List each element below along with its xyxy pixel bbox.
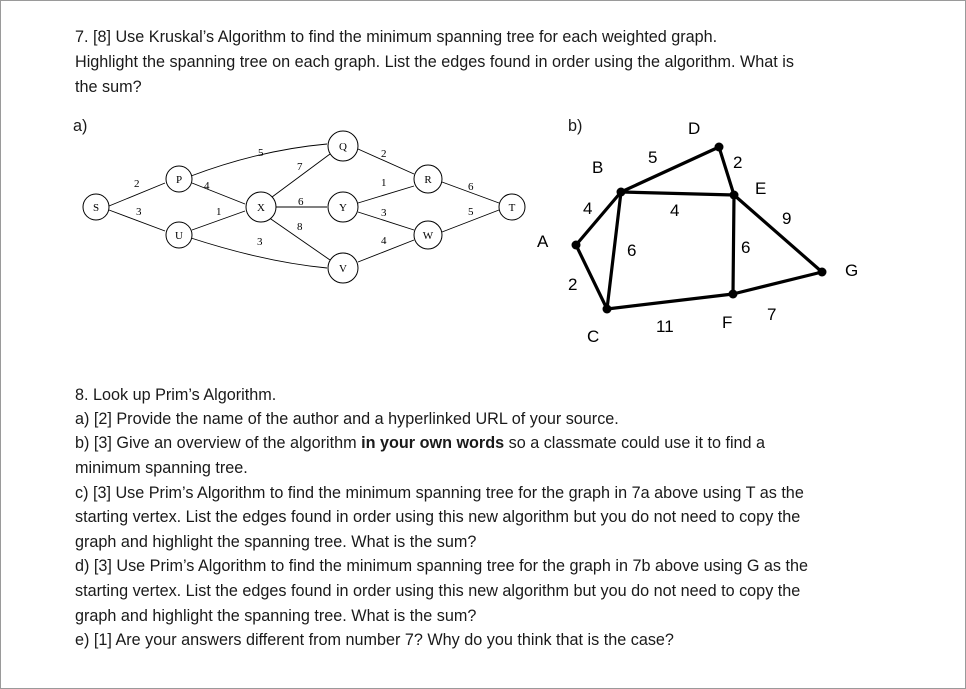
graph-b-edges <box>576 147 822 309</box>
weight-D-E: 2 <box>733 153 743 172</box>
vertex-E <box>730 191 739 200</box>
q8-part-c-line-3: graph and highlight the spanning tree. What is the sum? <box>75 533 477 551</box>
vertex-G <box>818 268 827 277</box>
weight-V-W: 4 <box>381 235 387 247</box>
edge-F-G <box>733 272 822 294</box>
vertex-A <box>572 241 581 250</box>
q8-part-e: e) [1] Are your answers different from number 7? Why do you think that is the case? <box>75 631 674 649</box>
weight-P-X: 4 <box>204 180 210 192</box>
vertex-B <box>617 188 626 197</box>
vertex-label-G: G <box>845 261 859 280</box>
vertex-D <box>715 143 724 152</box>
weight-Y-W: 3 <box>381 207 387 219</box>
weight-C-F: 11 <box>656 317 674 336</box>
weight-X-Q: 7 <box>297 161 303 173</box>
q7-label-b: b) <box>568 117 583 135</box>
weight-S-P: 2 <box>134 178 140 190</box>
vertex-label-C: C <box>587 327 600 346</box>
edge-B-C <box>607 192 621 309</box>
edge-C-F <box>607 294 733 309</box>
q8-part-a: a) [2] Provide the name of the author and a hyperlinked URL of your source. <box>75 410 619 428</box>
q7-label-a: a) <box>73 117 88 135</box>
weight-S-U: 3 <box>136 206 142 218</box>
weight-U-V: 8 <box>297 221 303 233</box>
q8-part-c-line-2: starting vertex. List the edges found in order using this new algorithm but you do not need to copy the <box>75 508 801 526</box>
node-U-label: U <box>175 230 183 242</box>
weight-R-T: 6 <box>468 181 474 193</box>
edge-A-C <box>576 245 607 309</box>
edge-E-G <box>734 195 822 272</box>
vertex-label-A: A <box>537 232 549 251</box>
q7-line-2: Highlight the spanning tree on each graph. List the edges found in order using the algorithm. What is <box>75 53 794 71</box>
edge-D-E <box>719 147 734 195</box>
vertex-label-E: E <box>755 179 767 198</box>
q8-part-d-line-3: graph and highlight the spanning tree. What is the sum? <box>75 607 477 625</box>
q8-part-b-line-1 <box>75 433 765 453</box>
q8-part-b-line-2: minimum spanning tree. <box>75 459 248 477</box>
weight-B-D: 5 <box>648 148 658 167</box>
weight-B-C: 6 <box>627 241 637 260</box>
vertex-label-D: D <box>688 119 701 138</box>
vertex-C <box>603 305 612 314</box>
weight-F-G: 7 <box>767 305 777 324</box>
weight-A-C: 2 <box>568 275 578 294</box>
weight-E-G: 9 <box>782 209 792 228</box>
weight-B-E: 4 <box>670 201 680 220</box>
q8-part-b-post: so a classmate could use it to find a <box>504 434 766 452</box>
weight-Q-R: 2 <box>381 148 387 160</box>
q8-title: 8. Look up Prim’s Algorithm. <box>75 386 277 404</box>
edge-E-F <box>733 195 734 294</box>
q8-part-b-bold: in your own words <box>361 434 505 452</box>
node-Y-label: Y <box>339 202 347 214</box>
weight-X-Y: 6 <box>298 196 304 208</box>
node-Q-label: Q <box>339 141 347 153</box>
node-X-label: X <box>257 202 265 214</box>
weight-U-X: 1 <box>216 206 222 218</box>
node-W-label: W <box>422 230 434 242</box>
q7-line-3: the sum? <box>75 78 142 96</box>
node-P-label: P <box>175 174 183 186</box>
weight-X-V: 3 <box>257 236 263 248</box>
node-R-label: R <box>424 174 432 186</box>
q8-part-d-line-2: starting vertex. List the edges found in order using this new algorithm but you do not need to copy the <box>75 582 801 600</box>
vertex-F <box>729 290 738 299</box>
node-T-label: T <box>508 202 516 214</box>
q8-part-b-pre: b) [3] Give an overview of the algorithm <box>75 434 362 452</box>
weight-Y-R: 1 <box>381 177 387 189</box>
edge-B-D <box>621 147 719 192</box>
q8-part-d-line-1: d) [3] Use Prim’s Algorithm to find the minimum spanning tree for the graph in 7b above using G as the <box>75 557 809 575</box>
weight-A-B: 4 <box>583 199 593 218</box>
edge-B-E <box>621 192 734 195</box>
q8-part-c-line-1: c) [3] Use Prim’s Algorithm to find the minimum spanning tree for the graph in 7a above using T as the <box>75 484 804 502</box>
weight-W-T: 5 <box>468 206 474 218</box>
vertex-label-B: B <box>592 158 604 177</box>
weight-P-Q: 5 <box>258 147 264 159</box>
q7-line-1: 7. [8] Use Kruskal’s Algorithm to find the minimum spanning tree for each weighted graph. <box>75 28 718 46</box>
node-S-label: S <box>92 202 100 214</box>
vertex-label-F: F <box>722 313 733 332</box>
weight-E-F: 6 <box>741 238 751 257</box>
node-V-label: V <box>339 263 347 275</box>
